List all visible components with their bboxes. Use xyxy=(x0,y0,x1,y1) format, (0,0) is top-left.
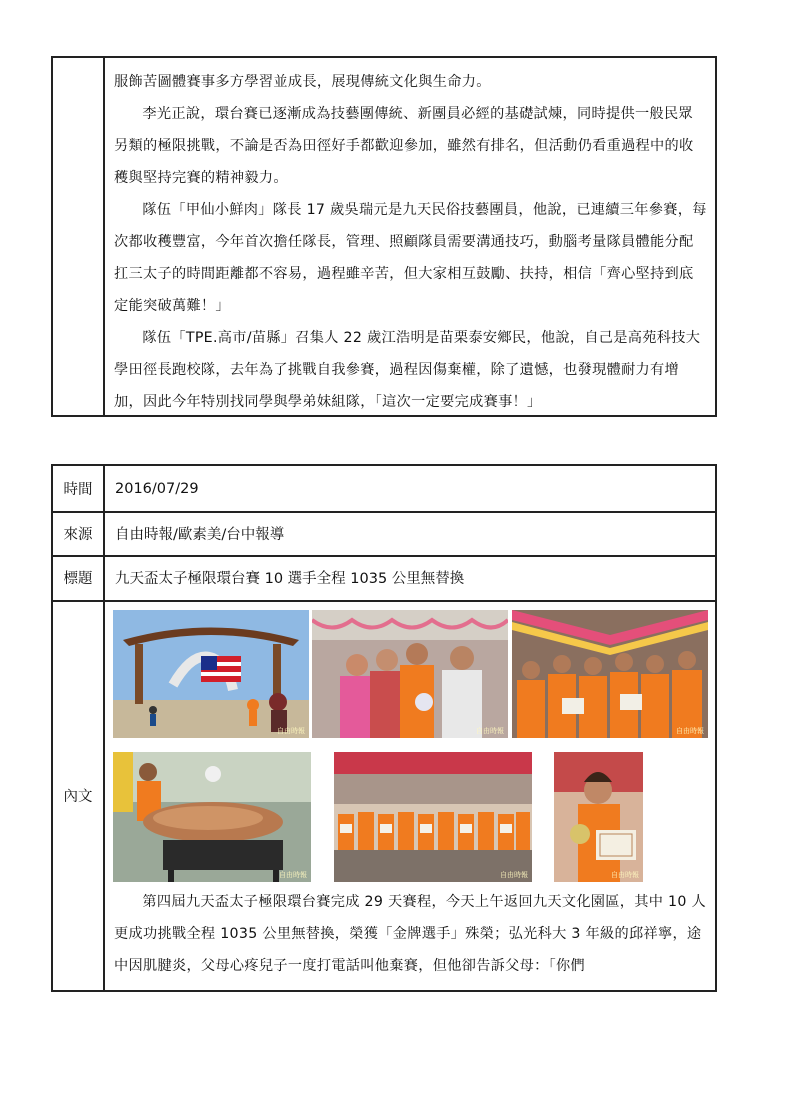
photo-athlete-medal xyxy=(554,752,643,882)
paragraph: 李光正說，環台賽已逐漸成為技藝團傳統、新團員必經的基礎試煉，同時提供一般民眾另類的極限挑戰，不論是否為田徑好手都歡迎參加，雖然有排名，但活動仍看重過程中的收穫與堅持完賽的精神毅力。 xyxy=(114,106,694,186)
content-label: 內文 xyxy=(53,600,105,990)
photo-caption: 自由時報 xyxy=(277,727,305,735)
photo-caption: 自由時報 xyxy=(676,727,704,735)
time-label: 時間 xyxy=(53,466,105,511)
photo-roast-pig xyxy=(113,752,311,882)
photo-team-certificates xyxy=(512,610,708,738)
body-paragraph: 第四屆九天盃太子極限環台賽完成 29 天賽程，今天上午返回九天文化園區，其中 10 人更成功挑戰全程 1035 公里無替換，榮獲「金牌選手」殊榮；弘光科大 3 年級的邱祥寧，途中因肌腱炎，父母心疼兒子一度打電話叫他棄賽，但他卻告訴父母：「你們 xyxy=(114,894,707,974)
photo-team-row xyxy=(334,752,532,882)
title-row xyxy=(53,555,715,602)
title-label: 標題 xyxy=(53,555,105,600)
content-row xyxy=(53,600,715,990)
paragraph: 隊伍「甲仙小鮮肉」隊長 17 歲吳瑞元是九天民俗技藝團員，他說，已連續三年參賽，每次都收穫豐富，今年首次擔任隊長，管理、照顧隊員需要溝通技巧，動腦考量隊員體能分配扛三太子的時間距離都不容易，過程雖辛苦，但大家相互鼓勵、扶持，相信「齊心堅持到底定能突破萬難！」 xyxy=(114,202,707,314)
photo-caption: 自由時報 xyxy=(279,871,307,879)
time-value: 2016/07/29 xyxy=(115,480,199,497)
paragraph: 服飾苦圖體賽事多方學習並成長，展現傳統文化與生命力。 xyxy=(114,74,491,90)
photo-caption: 自由時報 xyxy=(500,871,528,879)
time-row xyxy=(53,466,715,513)
title-value: 九天盃太子極限環台賽 10 選手全程 1035 公里無替換 xyxy=(115,571,465,587)
paragraph: 隊伍「TPE.高市/苗縣」召集人 22 歲江浩明是苗栗泰安鄉民，他說，自己是高苑科技大學田徑長跑校隊，去年為了挑戰自我參賽，過程因傷棄權，除了遺憾，也發現體耐力有增加，因此今年特別找同學與學弟妹組隊，「這次一定要完成賽事！」 xyxy=(114,330,701,410)
article-continued-table xyxy=(51,56,717,417)
photo-group-portrait xyxy=(312,610,508,738)
source-label: 來源 xyxy=(53,511,105,555)
content-cell xyxy=(105,600,715,990)
photo-caption: 自由時報 xyxy=(476,727,504,735)
photo-arch-gate xyxy=(113,610,309,738)
photo-caption: 自由時報 xyxy=(611,871,639,879)
source-row xyxy=(53,511,715,557)
source-value: 自由時報/歐素美/台中報導 xyxy=(115,526,285,543)
label-cell-empty xyxy=(53,58,105,415)
article-body xyxy=(114,886,707,982)
content-cell xyxy=(105,58,715,415)
article-record-table xyxy=(51,464,717,992)
